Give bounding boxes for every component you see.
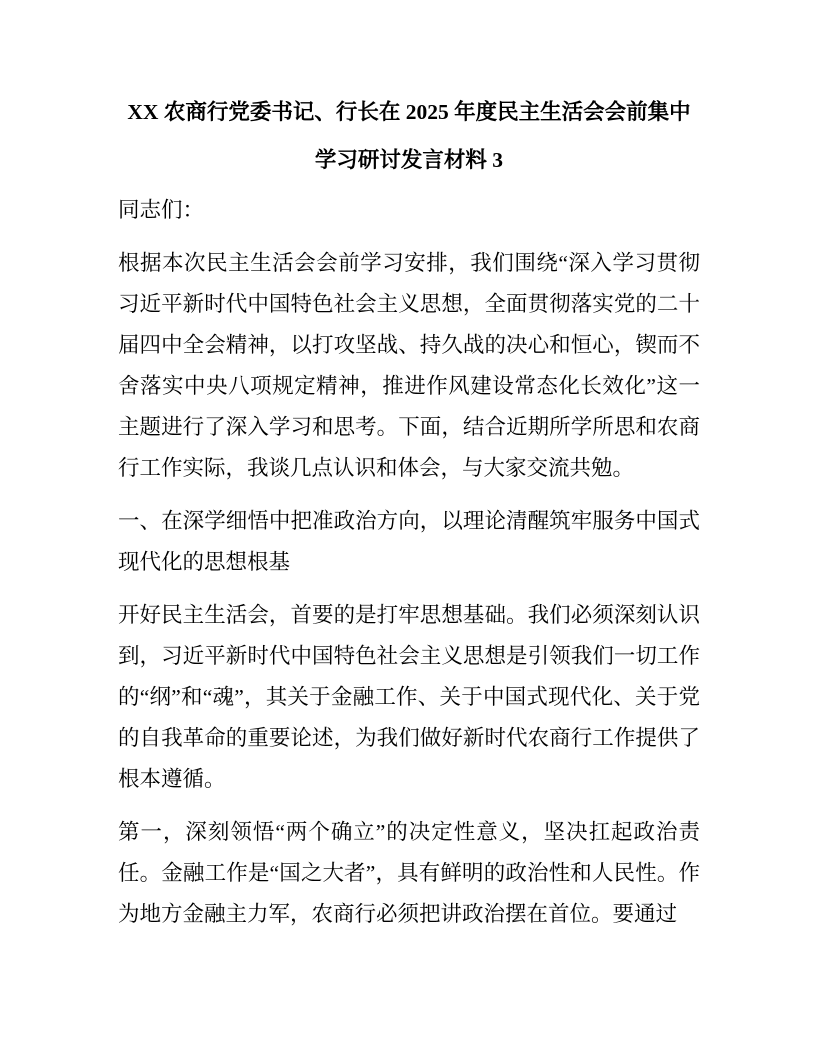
document-title: XX 农商行党委书记、行长在 2025 年度民主生活会会前集中学习研讨发言材料 3 [127,100,691,172]
salutation: 同志们： [118,198,205,222]
paragraph-intro: 根据本次民主生活会会前学习安排，我们围绕“深入学习贯彻习近平新时代中国特色社会主义思想，全面贯彻落实党的二十届四中全会精神，以打攻坚战、持久战的决心和恒心，锲而不舍落实中央八项规定精神，推进作风建设常态化长效化”这一主题进行了深入学习和思考。下面，结合近期所学所思和农商行工作实际，我谈几点认识和体会，与大家交流共勉。 [118,251,700,480]
section-heading-1: 一、在深学细悟中把准政治方向，以理论清醒筑牢服务中国式现代化的思想根基 [118,509,700,574]
paragraph-body-1: 开好民主生活会，首要的是打牢思想基础。我们必须深刻认识到，习近平新时代中国特色社会主义思想是引领我们一切工作的“纲”和“魂”，其关于金融工作、关于中国式现代化、关于党的自我革命的重要论述，为我们做好新时代农商行工作提供了根本遵循。 [118,603,700,791]
paragraph-body-2: 第一，深刻领悟“两个确立”的决定性意义，坚决扛起政治责任。金融工作是“国之大者”，具有鲜明的政治性和人民性。作为地方金融主力军，农商行必须把讲政治摆在首位。要通过 [118,820,700,926]
